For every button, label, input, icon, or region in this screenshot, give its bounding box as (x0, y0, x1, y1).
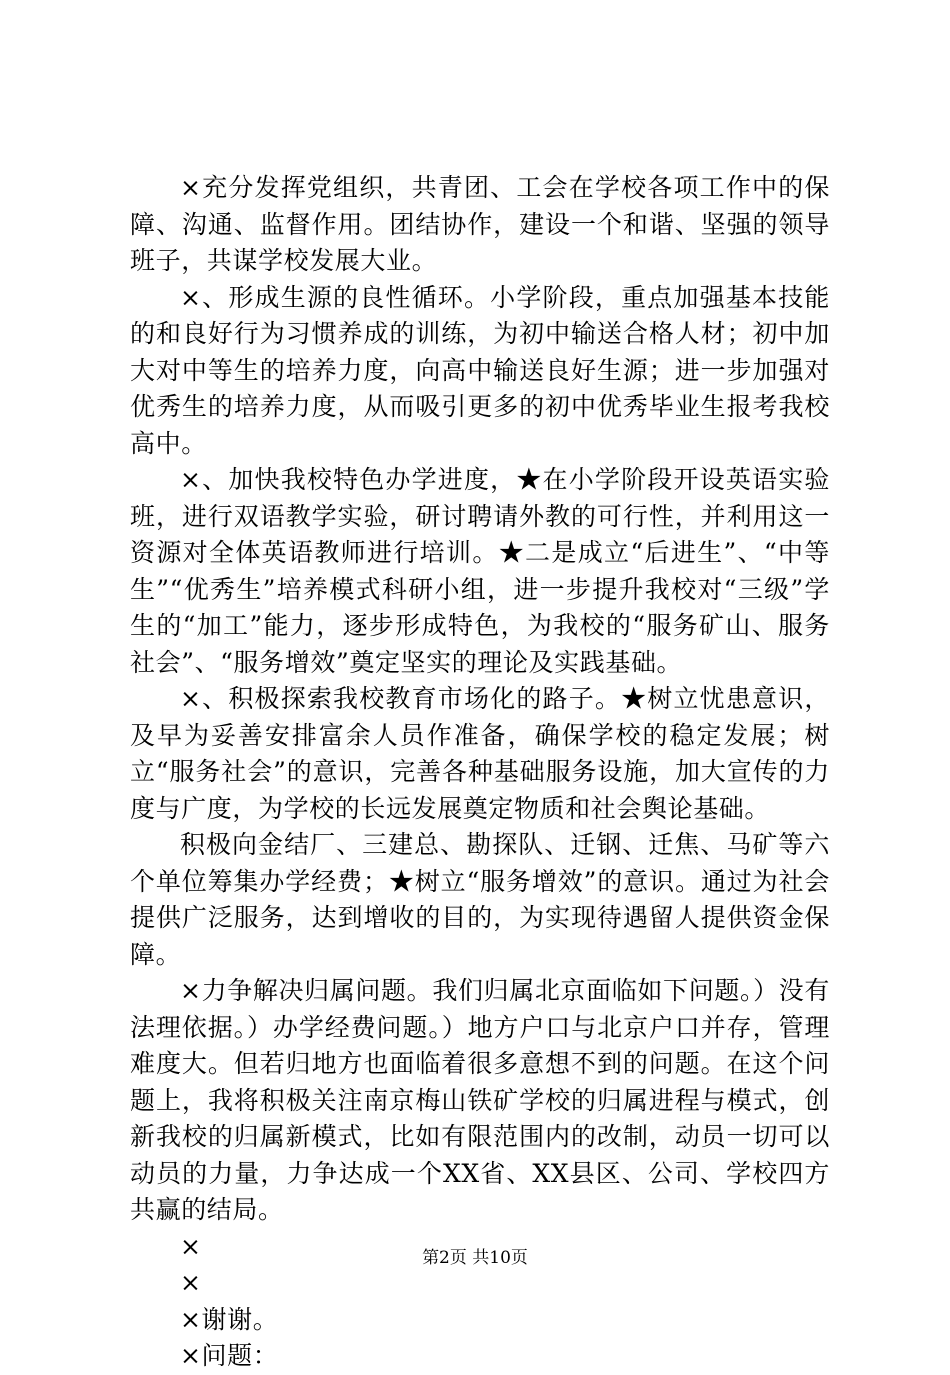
paragraph-7: × (180, 1231, 202, 1261)
paragraph-9: ×谢谢。 (180, 1304, 279, 1334)
paragraph-10: ×问题： (180, 1341, 279, 1370)
paragraph-3: ×、加快我校特色办学进度，★在小学阶段开设英语实验班，进行双语教学实验，研讨聘请外教的可行性，并利用这一资源对全体英语教师进行培训。★二是成立“后进生”、“中等生”“优秀生”培养模式科研小组，进一步提升我校对“三级”学生的“加工”能力，逐步形成特色，为我校的“服务矿山、服务社会”、“服务增效”奠定坚实的理论及实践基础。 (130, 465, 830, 677)
paragraph-2: ×、形成生源的良性循环。小学阶段，重点加强基本技能的和良好行为习惯养成的训练，为初中输送合格人材；初中加大对中等生的培养力度，向高中输送良好生源；进一步加强对优秀生的培养力度，从而吸引更多的初中优秀毕业生报考我校高中。 (130, 282, 830, 458)
paragraph-5: 积极向金结厂、三建总、勘探队、迁钢、迁焦、马矿等六个单位筹集办学经费；★树立“服务增效”的意识。通过为社会提供广泛服务，达到增收的目的，为实现待遇留人提供资金保障。 (130, 830, 830, 969)
document-body (130, 170, 830, 1375)
paragraph-1: ×充分发挥党组织，共青团、工会在学校各项工作中的保障、沟通、监督作用。团结协作，建设一个和谐、坚强的领导班子，共谋学校发展大业。 (130, 173, 830, 275)
paragraph-4: ×、积极探索我校教育市场化的路子。★树立忧患意识，及早为妥善安排富余人员作准备，确保学校的稳定发展；树立“服务社会”的意识，完善各种基础服务设施，加大宣传的力度与广度，为学校的长远发展奠定物质和社会舆论基础。 (130, 684, 830, 823)
page-number-footer: 第2页 共10页 (422, 1248, 528, 1268)
paragraph-8: × (180, 1268, 202, 1297)
paragraph-6: ×力争解决归属问题。我们归属北京面临如下问题。）没有法理依据。）办学经费问题。）地方户口与北京户口并存，管理难度大。但若归地方也面临着很多意想不到的问题。在这个问题上，我将积极关注南京梅山铁矿学校的归属进程与模式，创新我校的归属新模式，比如有限范围内的改制，动员一切可以动员的力量，力争达成一个XX省、XX县区、公司、学校四方共赢的结局。 (130, 976, 830, 1224)
